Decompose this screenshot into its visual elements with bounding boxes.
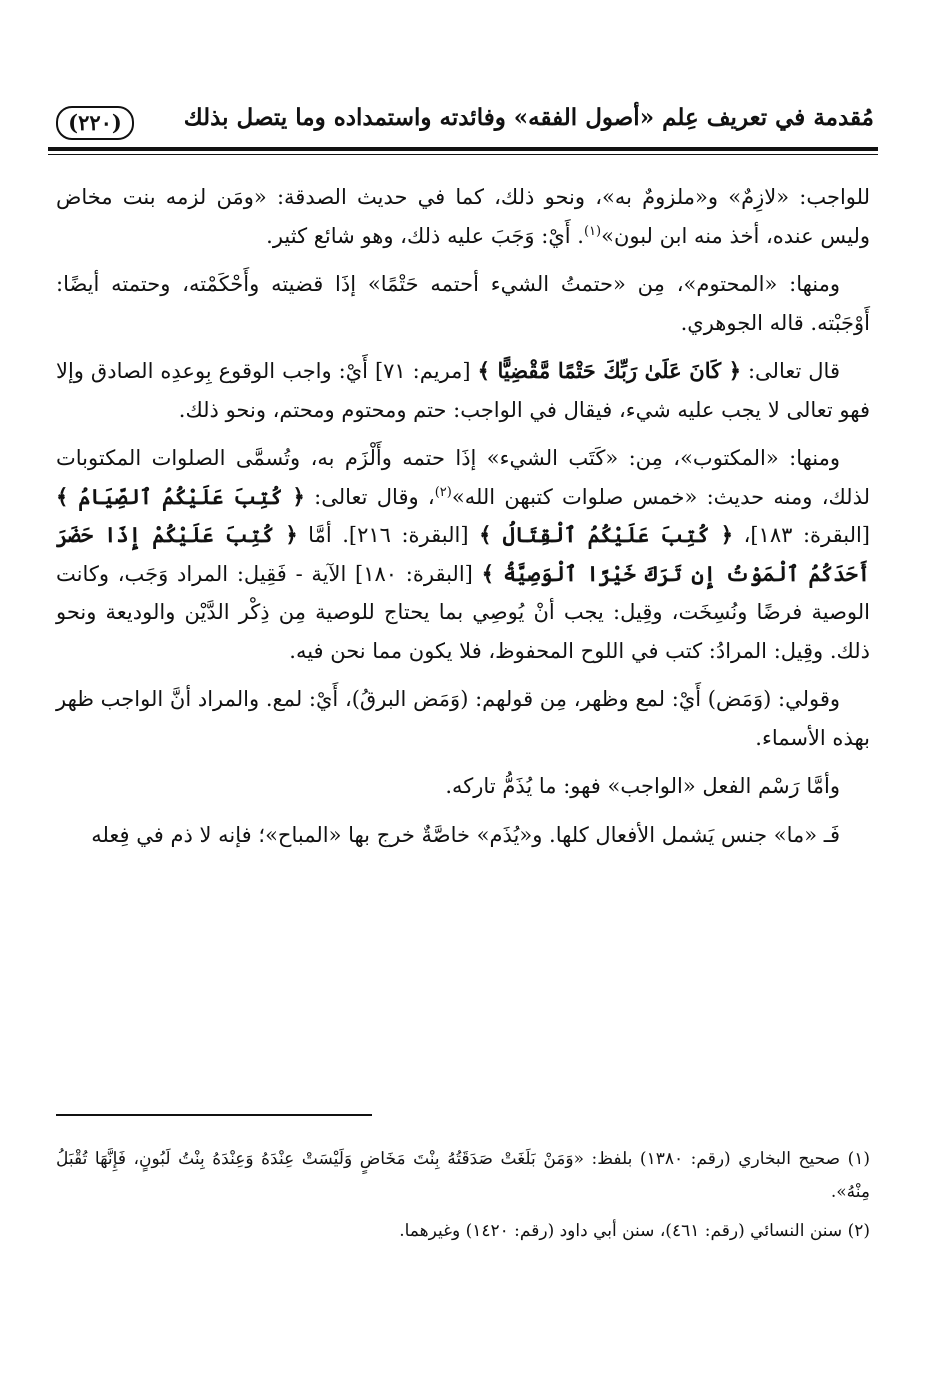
main-text [56, 178, 870, 864]
paragraph-3 [56, 352, 870, 429]
paragraph-7: فَـ «ما» جنس يَشمل الأفعال كلها. و«يُذَم» خاصَّةٌ خرج بها «المباح»؛ فإنه لا ذم في فِعله [91, 822, 840, 847]
paragraph-4-text-b: ، وقال تعالى: [304, 484, 435, 509]
paragraph-4-intro: ومنها: «المكتوب»، مِن: «كَتَب الشيء» إذَا حتمه وأَلْزَم به، وتُسمَّى الصلوات المكتوبات لذلك، ومنه حديث: «خمس صلوات كتبهن الله» [56, 446, 870, 509]
footnote-ref-2[interactable]: (٢) [434, 484, 452, 500]
header-rule-thick [48, 147, 878, 151]
header-rule-thin [48, 154, 878, 155]
footnote-ref-1[interactable]: (١) [583, 223, 602, 239]
paragraph-1-text: للواجب: «لازِمٌ» و«ملزومٌ به»، ونحو ذلك، كما في حديث الصدقة: «ومَن لزمه بنت مخاض وليس عنده، أخذ منه ابن لبون» [56, 185, 870, 248]
paragraph-4-text-c: [البقرة: ١٨٣]، [733, 523, 870, 547]
paragraph-2: ومنها: «المحتوم»، مِن «حتمتُ الشيء أحتمه حَتْمًا» إذَا قضيته وأَحْكَمْته، وحتمته أيضًا: أَوْجَبْته. قاله الجوهري. [56, 272, 870, 335]
quran-verse: ﴿ كُتِبَ عَلَيْكُمُ ٱلْقِتَالُ ﴾ [479, 522, 734, 547]
paragraph-5: وقولي: (وَمَض) أَيْ: لمع وظهر، مِن قولهم: (وَمَض البرقُ)، أَيْ: لمع. والمراد أنَّ الواجب ظهر بهذه الأسماء. [56, 687, 870, 750]
footnote-separator [56, 1114, 372, 1116]
paragraph-3-intro: قال تعالى: [741, 359, 840, 383]
paragraph-4-text-d: [البقرة: ٢١٦]. أمَّا [297, 523, 480, 547]
running-title: مُقدمة في تعريف عِلم «أصول الفقه» وفائدته واستمداده وما يتصل بذلك [183, 104, 874, 131]
paragraph-1 [56, 178, 870, 255]
paragraph-4 [56, 439, 870, 670]
paragraph-1-tail: . أَيْ: وَجَبَ عليه ذلك، وهو شائع كثير. [266, 223, 584, 248]
paragraph-6: وأمَّا رَسْم الفعل «الواجب» فهو: ما يُذَمُّ تاركه. [445, 774, 840, 798]
quran-verse: ﴿ كُتِبَ عَلَيْكُمْ إِذَا حَضَرَ أَحَدَكُمُ ٱلْمَوْتُ إِن تَرَكَ خَيْرًا ٱلْوَصِيَّةُ ﴾ [56, 522, 871, 586]
paragraph-4-text-e: [البقرة: ١٨٠] الآية - فَقِيل: المراد وَجَب، وكانت الوصية فرضًا ونُسِخَت، وقِيل: يجب أنْ يُوصِي بما يحتاج للوصية مِن ذِكْر الدَّيْن والوديعة ونحو ذلك. وقِيل: المرادُ: كتب في اللوح المحفوظ، فلا يكون مما نحن فيه. [56, 561, 870, 663]
quran-verse: ﴿ كُتِبَ عَلَيْكُمُ ٱلصِّيَامُ ﴾ [56, 483, 305, 509]
page-header [48, 98, 878, 144]
footnote-2: (٢) سنن النسائي (رقم: ٤٦١)، سنن أبي داود (رقم: ١٤٢٠) وغيرهما. [399, 1221, 870, 1241]
paragraph-3-rest: [مريم: ٧١] أَيْ: واجب الوقوع بِوعدِه الصادق وإلا فهو تعالى لا يجب عليه شيء، فيقال في الواجب: حتم ومحتوم ومحتم، ونحو ذلك. [56, 359, 870, 422]
footnote-1: (١) صحيح البخاري (رقم: ١٣٨٠) بلفظ: «وَمَنْ بَلَغَتْ صَدَقَتُهُ بِنْتَ مَخَاضٍ وَلَيْسَتْ عِنْدَهُ وَعِنْدَهُ بِنْتُ لَبُونٍ، فَإِنَّهَا تُقْبَلُ مِنْهُ». [56, 1149, 870, 1202]
page-number: (٢٢٠) [56, 106, 134, 140]
footnotes [56, 1143, 870, 1254]
quran-verse: ﴿ كَانَ عَلَىٰ رَبِّكَ حَتْمًا مَّقْضِيًّا ﴾ [477, 358, 741, 383]
